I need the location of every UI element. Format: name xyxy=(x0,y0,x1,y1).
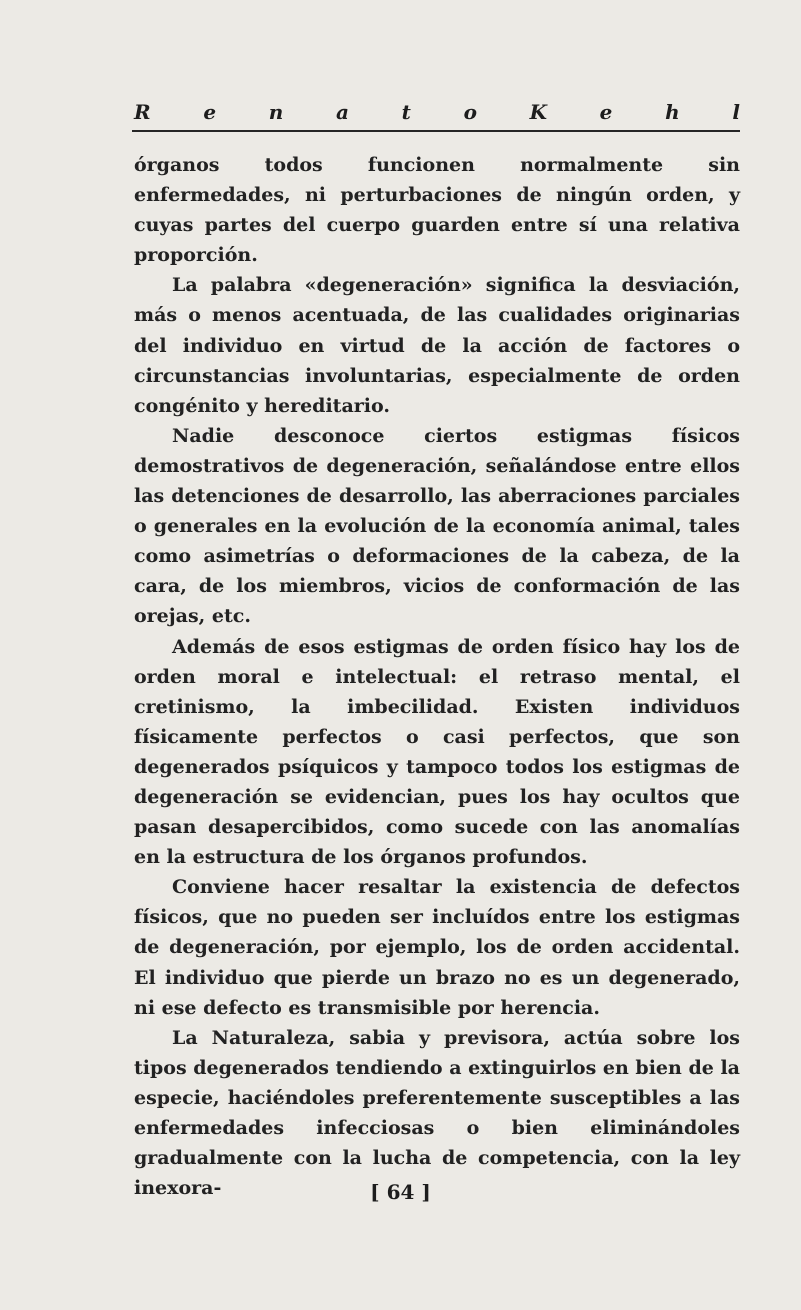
header-letter: l xyxy=(732,100,740,124)
paragraph: La Naturaleza, sabia y previsora, actúa sobre los tipos degenerados tendiendo a extinguirlos en bien de la especie, haciéndoles preferentemente susceptibles a las enfermedades infecciosas o bien eliminándoles gradualmente con la lucha de competencia, con la ley inexora- xyxy=(134,1026,740,1200)
header-letter: h xyxy=(665,100,680,124)
body-text xyxy=(134,150,740,1203)
paragraph: Nadie desconoce ciertos estigmas físicos demostrativos de degeneración, señalándose entre ellos las detenciones de desarrollo, las aberraciones parciales o generales en la evolución de la economía animal, tales como asimetrías o deformaciones de la cabeza, de la cara, de los miembros, vicios de conformación de las orejas, etc. xyxy=(134,424,740,628)
header-letter: t xyxy=(401,100,411,124)
page-number: [ 64 ] xyxy=(370,1180,431,1204)
header-letter: e xyxy=(203,100,217,124)
header-divider xyxy=(132,130,740,132)
paragraph: Conviene hacer resaltar la existencia de defectos físicos, que no pueden ser incluídos entre los estigmas de degeneración, por ejemplo, los de orden accidental. El individuo que pierde un brazo no es un degenerado, ni ese defecto es transmisible por herencia. xyxy=(134,876,740,1019)
header-letter: e xyxy=(599,100,613,124)
paragraph: Además de esos estigmas de orden físico hay los de orden moral e intelectual: el retraso mental, el cretinismo, la imbecilidad. Existen individuos físicamente perfectos o casi perfectos, que son degenerados psíquicos y tampoco todos los estigmas de degeneración se evidencian, pues los hay ocultos que pasan desapercibidos, como sucede con las anomalías en la estructura de los órganos profundos. xyxy=(134,635,740,869)
header-letter: R xyxy=(134,100,151,124)
header-letter: K xyxy=(529,100,547,124)
paragraph: órganos todos funcionen normalmente sin enfermedades, ni perturbaciones de ningún orden, y cuyas partes del cuerpo guarden entre sí una relativa proporción. xyxy=(134,154,740,267)
header-letter: n xyxy=(268,100,284,124)
header-letter: a xyxy=(335,100,349,124)
paragraph: La palabra «degeneración» significa la desviación, más o menos acentuada, de las cualidades originarias del individuo en virtud de la acción de factores o circunstancias involuntarias, especialmente de orden congénito y hereditario. xyxy=(134,274,740,417)
header-letter: o xyxy=(463,100,477,124)
running-header-author xyxy=(134,100,740,124)
